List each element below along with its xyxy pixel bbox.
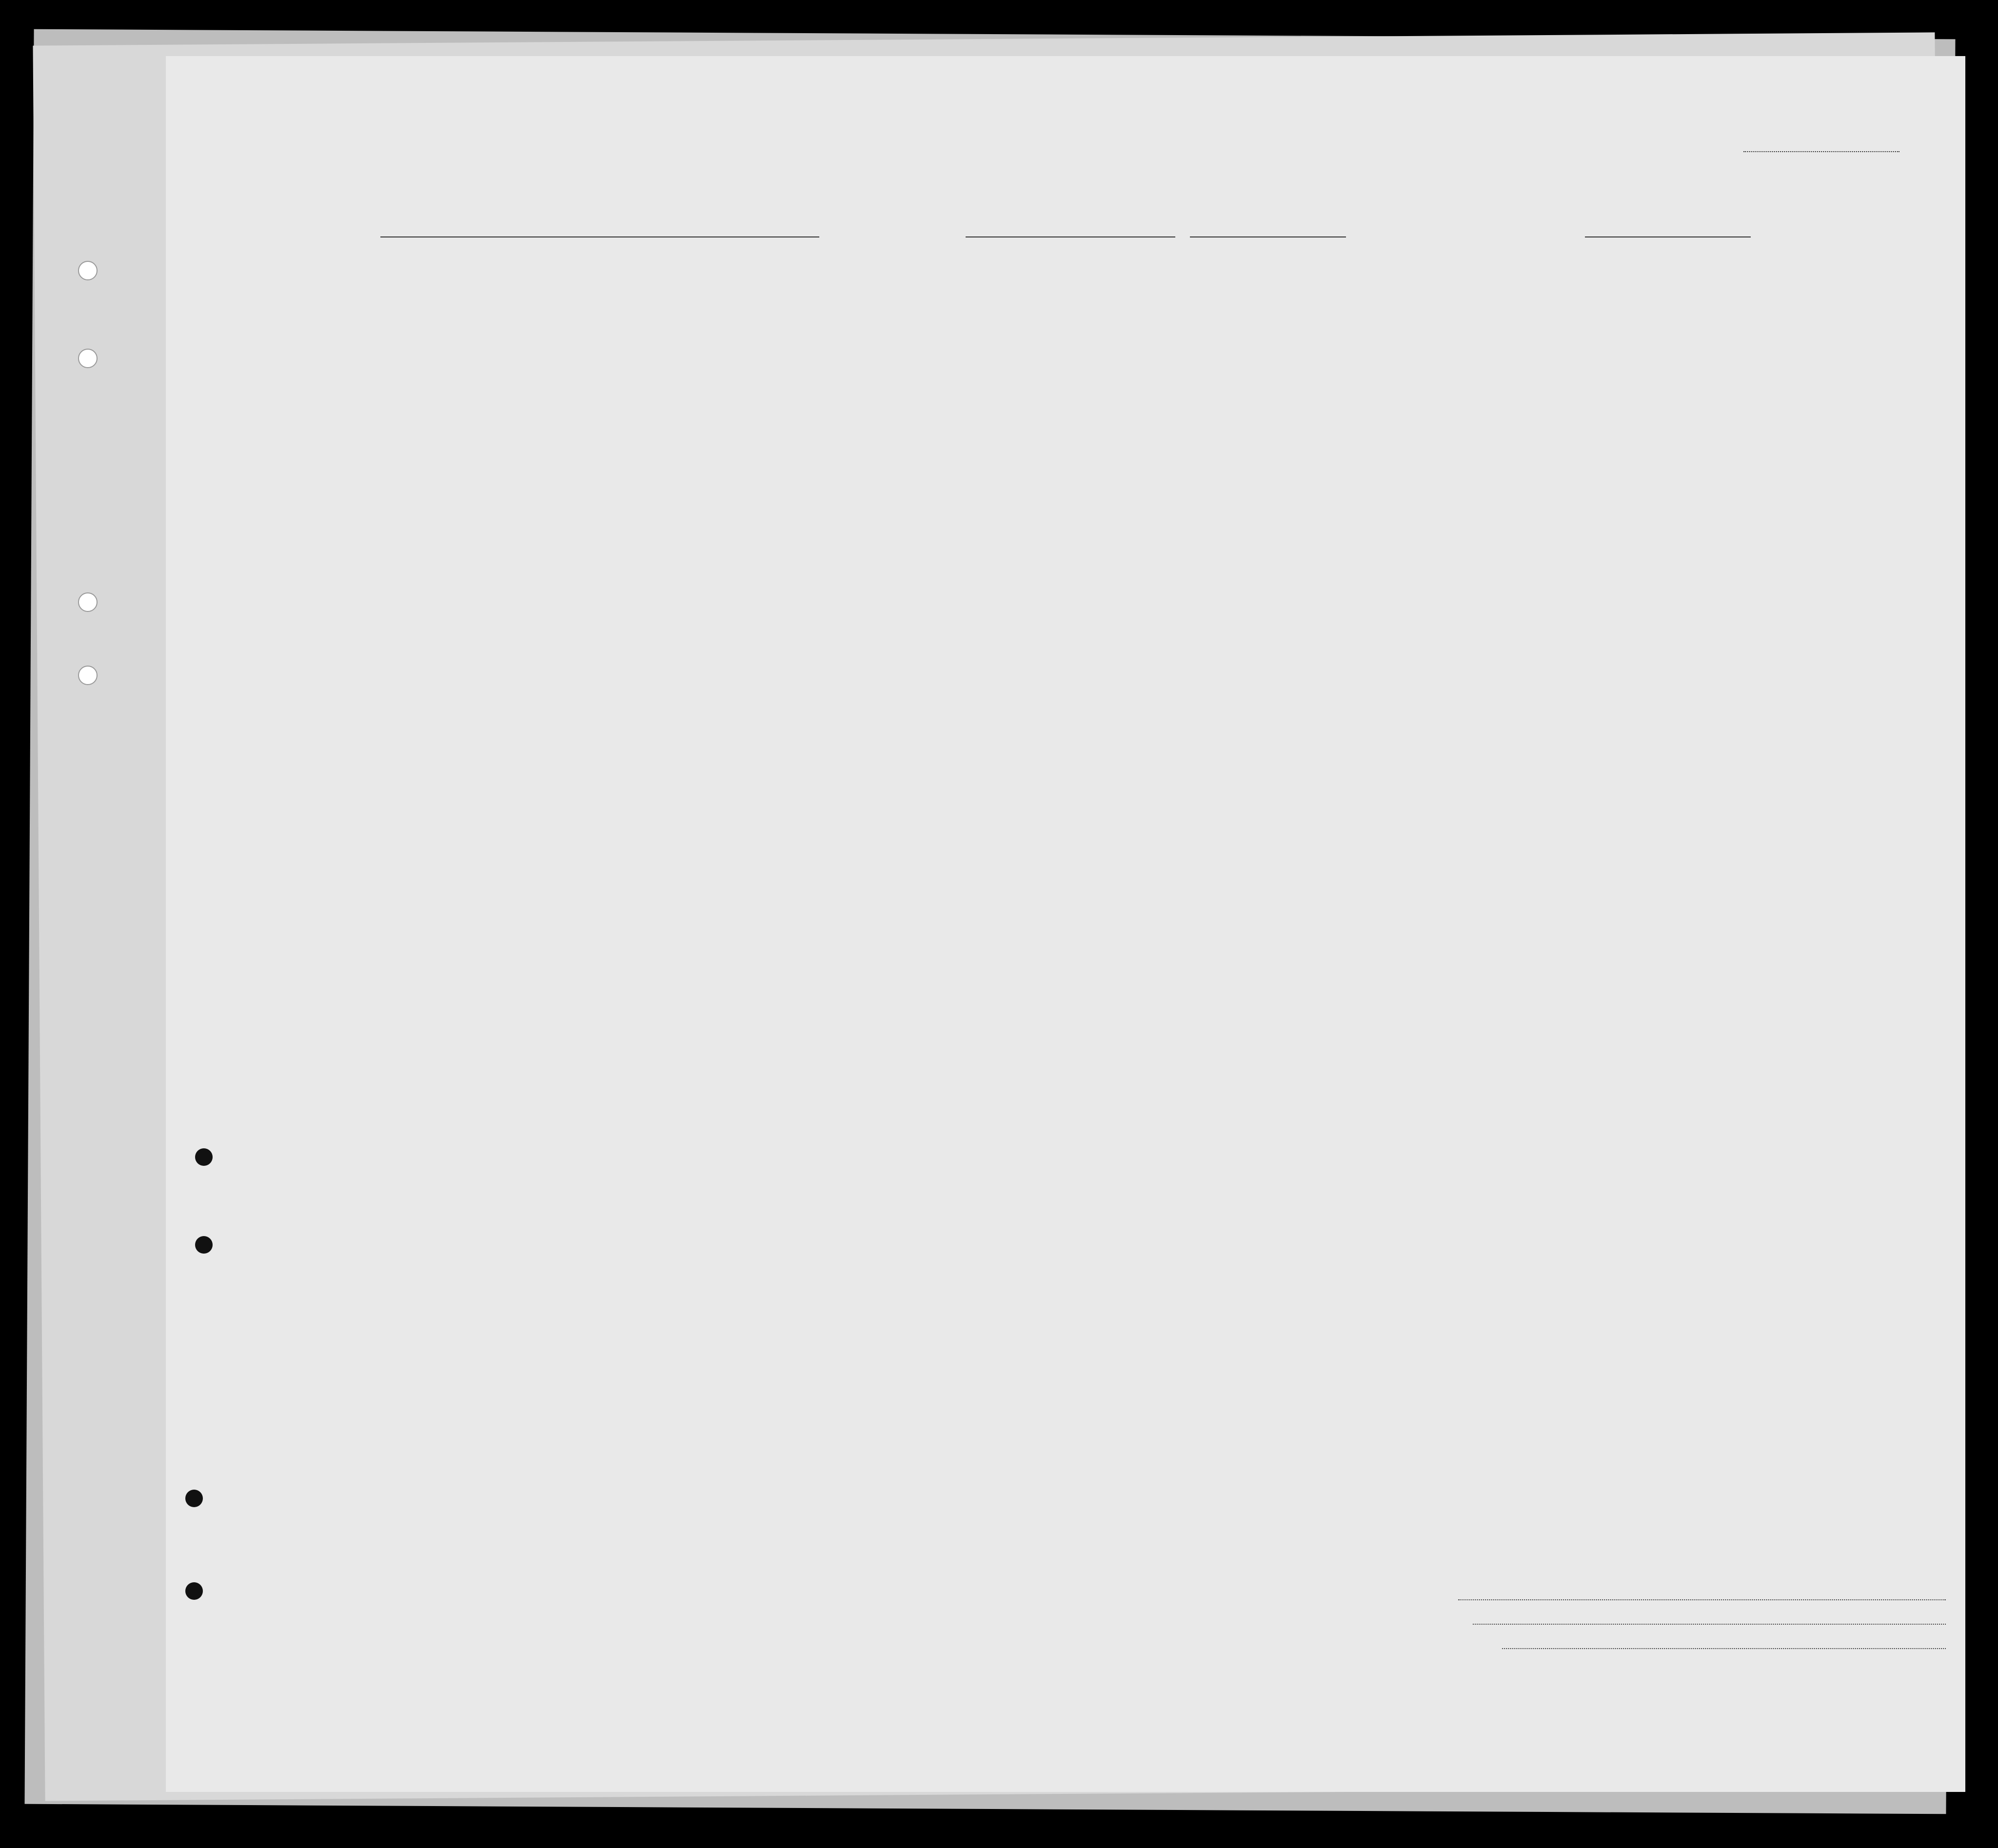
footer-line-field [1458, 1599, 1946, 1600]
binder-hole [78, 592, 98, 612]
footer-owners-field [1473, 1624, 1946, 1625]
binder-hole [78, 349, 98, 368]
binder-hole [78, 666, 98, 685]
footer-agents-field [1502, 1648, 1946, 1649]
manifest-page [166, 56, 1965, 1792]
manifest-grid [166, 56, 1965, 1792]
binder-hole [78, 261, 98, 280]
